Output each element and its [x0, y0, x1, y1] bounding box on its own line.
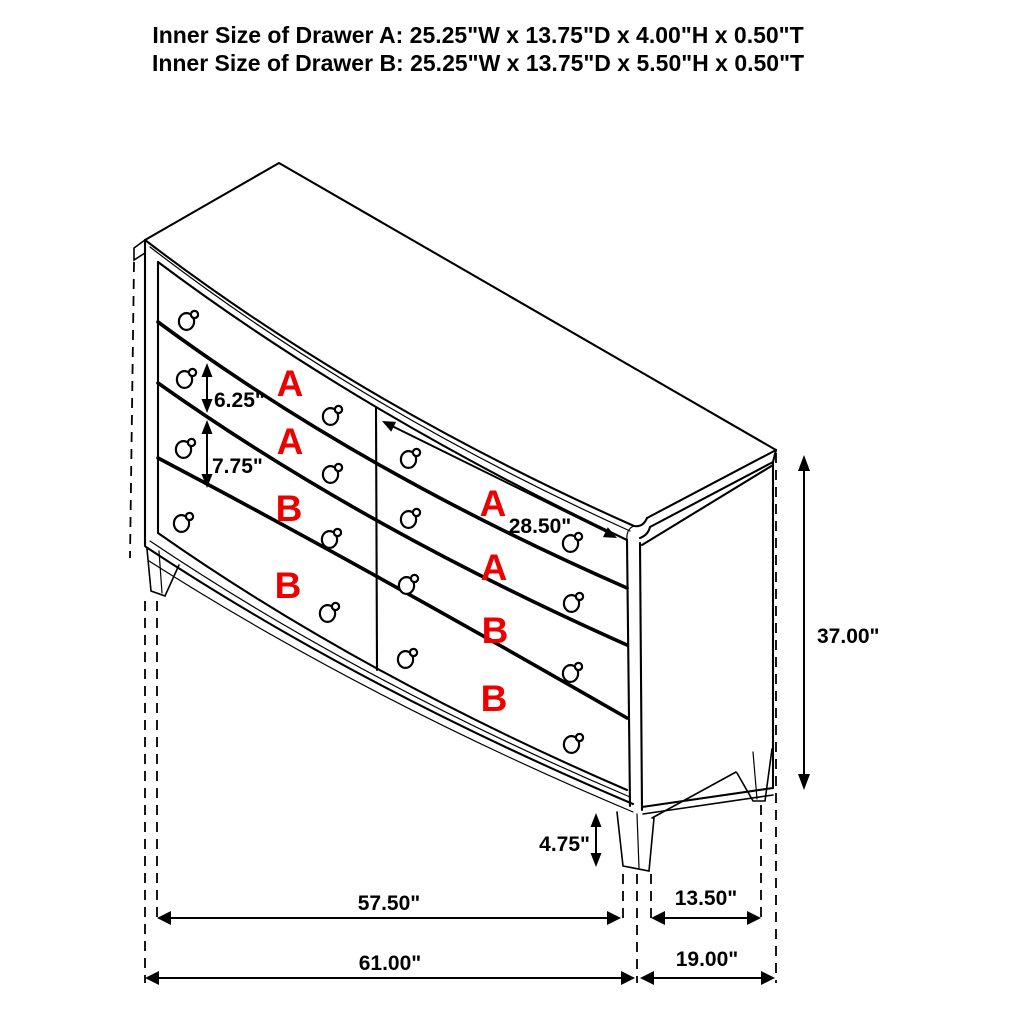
drawer-area-bottom-edge — [158, 533, 627, 790]
arrowhead-icon — [145, 971, 159, 985]
side-panel-top-edge — [642, 465, 773, 545]
top-corner-cap — [627, 526, 634, 540]
drawer-knob-icon — [564, 593, 583, 612]
hidden-back-left-edge — [130, 262, 134, 558]
title-line-1: Inner Size of Drawer A: 25.25"W x 13.75"D x 4.00"H x 0.50"T — [152, 22, 804, 48]
top-left-end-cap — [134, 240, 145, 260]
arrowhead-icon — [202, 399, 213, 413]
dim-label-drawer-b-height: 7.75" — [212, 455, 263, 478]
arrowhead-icon — [202, 420, 213, 434]
drawer-label-right-4: B — [480, 678, 508, 719]
top-slab-bottom-right — [640, 450, 776, 538]
dim-label-drawer-a-height: 6.25" — [214, 389, 265, 412]
dresser-outline — [134, 163, 776, 871]
drawer-knob-icon — [399, 575, 418, 594]
drawer-knob-icon — [179, 311, 198, 330]
arrowhead-icon — [621, 971, 635, 985]
dim-label-overall-width: 61.00" — [358, 952, 422, 975]
back-right-leg-inner-line — [753, 752, 757, 799]
drawer-knob-icon — [401, 449, 420, 468]
top-surface-right-edge — [647, 450, 776, 518]
dim-label-leg-height: 4.75" — [539, 833, 590, 856]
arrowhead-icon — [798, 774, 810, 790]
front-apron-lower-edge — [149, 561, 633, 812]
front-right-leg-inner-line — [637, 814, 639, 868]
drawer-label-left-4: B — [274, 565, 302, 606]
drawer-knob-icon — [174, 513, 193, 532]
arrowhead-icon — [747, 911, 761, 925]
arrowhead-icon — [640, 971, 654, 985]
dimension-labels — [212, 389, 880, 975]
dim-label-front-width-legs: 57.50" — [357, 892, 421, 915]
center-divider — [376, 407, 377, 670]
dim-label-overall-height: 37.00" — [817, 625, 880, 648]
drawer-label-right-3: B — [481, 610, 509, 651]
arrowhead-icon — [202, 363, 213, 377]
dim-label-right-bank-width: 28.50" — [508, 515, 572, 538]
arrowhead-icon — [591, 813, 602, 827]
drawer-label-right-2: A — [480, 547, 508, 588]
drawer-knob-icon — [323, 464, 342, 483]
top-surface-front-edge — [145, 240, 647, 526]
drawer-label-right-1: A — [479, 483, 507, 524]
drawer-knob-icon — [320, 603, 339, 622]
drawer-knob-icon — [398, 649, 417, 668]
right-post-front-edge — [627, 540, 630, 806]
arrowhead-icon — [607, 911, 621, 925]
drawer-knob-icon — [177, 369, 196, 388]
right-post-inner-edge — [640, 543, 642, 810]
drawer-label-left-2: A — [276, 421, 304, 462]
front-left-leg — [147, 549, 179, 596]
title-line-2: Inner Size of Drawer B: 25.25"W x 13.75"D x 5.50"H x 0.50"T — [151, 50, 805, 76]
dim-label-side-depth-legs: 13.50" — [674, 887, 738, 910]
arrowhead-icon — [798, 455, 810, 471]
arrowhead-icon — [157, 911, 171, 925]
drawer-knob-icon — [323, 406, 342, 425]
drawer-knob-icon — [564, 734, 583, 753]
arrowhead-icon — [651, 911, 665, 925]
dim-label-overall-depth: 19.00" — [675, 948, 739, 971]
drawer-knob-icon — [322, 529, 341, 548]
drawer-knob-icon — [563, 663, 582, 682]
arrowhead-icon — [591, 853, 602, 867]
drawer-label-left-1: A — [276, 363, 304, 404]
front-right-leg — [617, 812, 654, 871]
drawer-knob-icon — [176, 439, 195, 458]
drawer-knob-icon — [401, 509, 420, 528]
arrowhead-icon — [761, 971, 775, 985]
drawer-label-left-3: B — [275, 488, 303, 529]
